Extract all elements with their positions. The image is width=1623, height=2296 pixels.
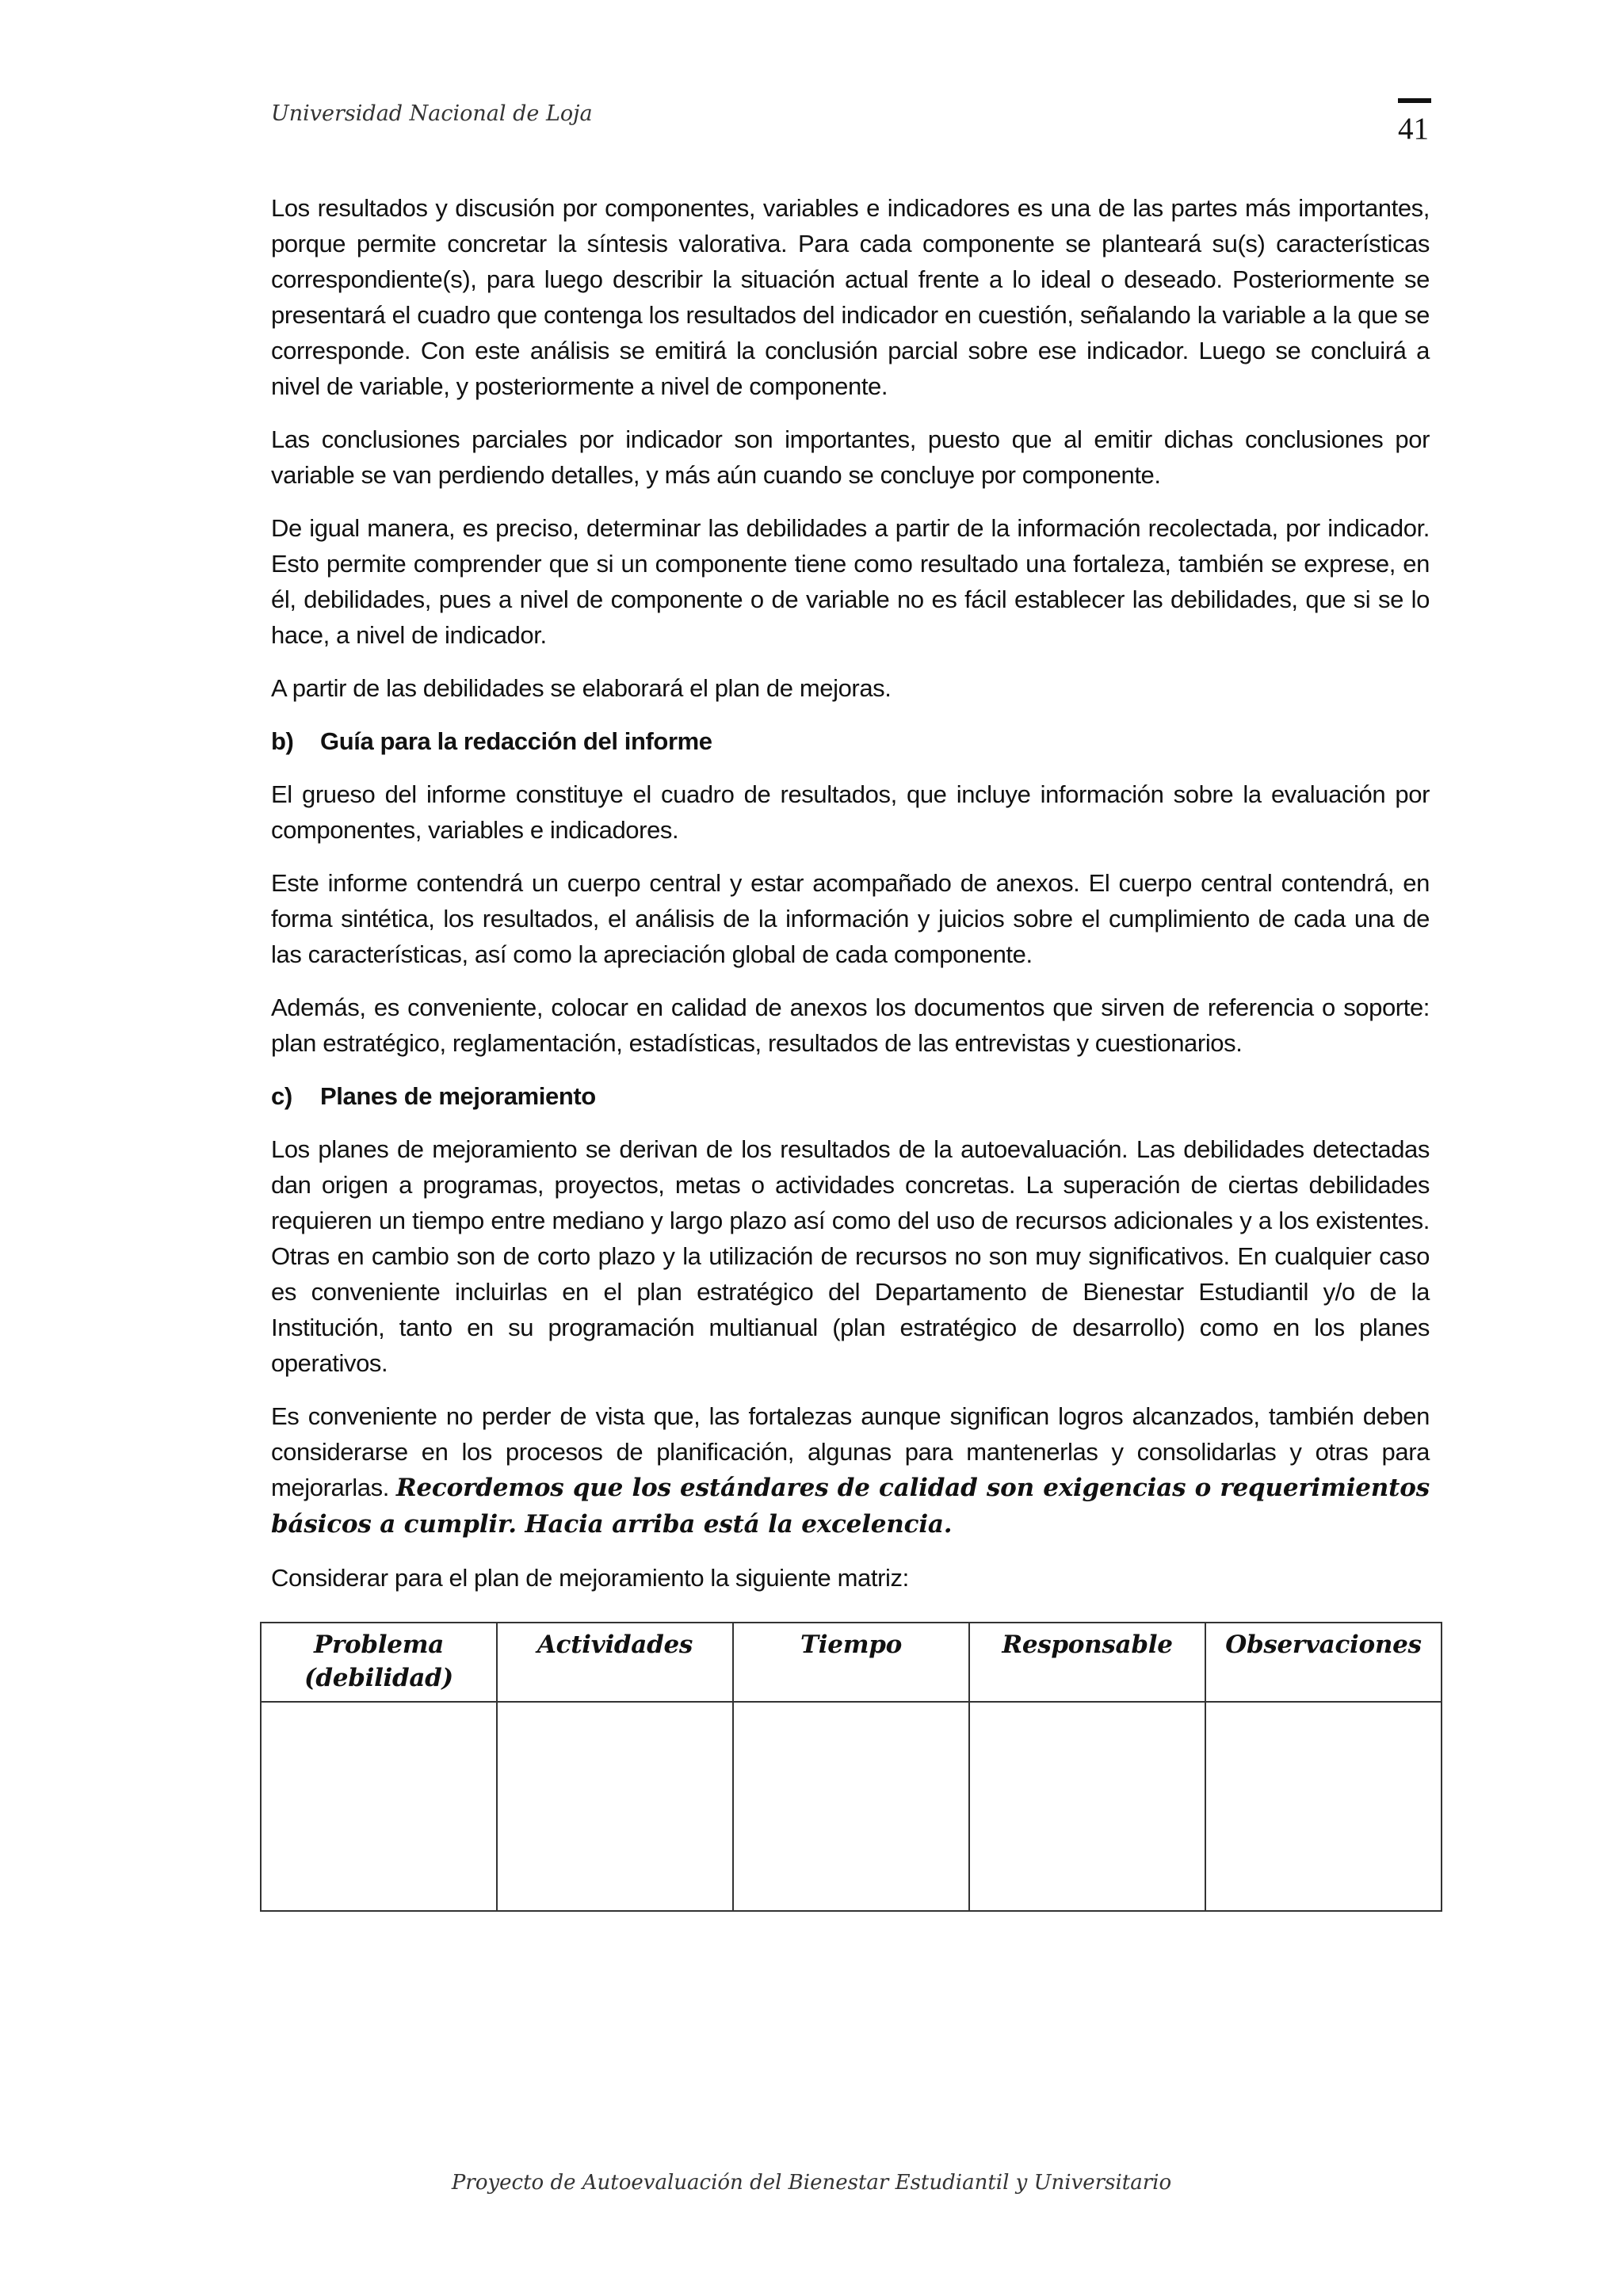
paragraph: Los planes de mejoramiento se derivan de los resultados de la autoevaluación. Las debilidades detectadas dan origen a programas, proyectos, metas o actividades concretas. La superación de ciertas debilidades requieren un tiempo entre mediano y largo plazo así como del uso de recursos adicionales y a los existentes. Otras en cambio son de corto plazo y la utilización de recursos no son muy significativos. En cualquier caso es conveniente incluirlas en el plan estratégico del Departamento de Bienestar Estudiantil y/o de la Institución, tanto en su programación multianual (plan estratégico de desarrollo) como en los planes operativos. [271, 1135, 1430, 1377]
table-cell [1205, 1702, 1442, 1911]
column-header-actividades: Actividades [497, 1623, 733, 1702]
section-title: Guía para la redacción del informe [320, 727, 712, 755]
paragraph: Las conclusiones parciales por indicador son importantes, puesto que al emitir dichas conclusiones por variable se van perdiendo detalles, y más aún cuando se concluye por componente. [271, 425, 1430, 489]
paragraph: Este informe contendrá un cuerpo central y estar acompañado de anexos. El cuerpo central contendrá, en forma sintética, los resultados, el análisis de la información y juicios sobre el cumplimiento de cada una de las características, así como la apreciación global de cada componente. [271, 869, 1430, 968]
column-header-responsable: Responsable [969, 1623, 1205, 1702]
paragraph: Los resultados y discusión por componentes, variables e indicadores es una de las partes más importantes, porque permite concretar la síntesis valorativa. Para cada componente se planteará su(s) características correspondiente(s), para luego describir la situación actual frente a lo ideal o deseado. Posteriormente se presentará el cuadro que contenga los resultados del indicador en cuestión, señalando la variable a la que se corresponde. Con este análisis se emitirá la conclusión parcial sobre ese indicador. Luego se concluirá a nivel de variable, y posteriormente a nivel de componente. [271, 194, 1430, 400]
paragraph: A partir de las debilidades se elaborará el plan de mejoras. [271, 674, 892, 702]
section-heading-c [271, 1078, 1430, 1114]
table-row [261, 1702, 1442, 1911]
paragraph: Además, es conveniente, colocar en calidad de anexos los documentos que sirven de referencia o soporte: plan estratégico, reglamentación, estadísticas, resultados de las entrevistas y cuestionarios. [271, 994, 1430, 1057]
improvement-matrix-table [260, 1622, 1442, 1912]
page-footer: Proyecto de Autoevaluación del Bienestar Estudiantil y Universitario [451, 2171, 1172, 2195]
paragraph: El grueso del informe constituye el cuadro de resultados, que incluye información sobre la evaluación por componentes, variables e indicadores. [271, 780, 1430, 844]
header-rule [1398, 98, 1431, 103]
section-letter: c) [271, 1082, 292, 1110]
emphasized-text: Recordemos que los estándares de calidad son exigencias o requerimientos básicos a cumplir. Hacia arriba está la excelencia. [271, 1474, 1430, 1539]
table-header-row [261, 1623, 1442, 1702]
document-body [271, 190, 1430, 1613]
table-cell [969, 1702, 1205, 1911]
paragraph-text: Es conveniente no perder de vista que, las fortalezas aunque significan logros alcanzados, también deben considerarse en los procesos de planificación, algunas para mantenerlas y consolidarlas y otras para mejorarlas. [271, 1402, 1430, 1501]
table-cell [261, 1702, 497, 1911]
paragraph: Considerar para el plan de mejoramiento la siguiente matriz: [271, 1564, 909, 1592]
table-cell [733, 1702, 969, 1911]
section-title: Planes de mejoramiento [320, 1082, 596, 1110]
column-header-tiempo: Tiempo [733, 1623, 969, 1702]
section-letter: b) [271, 727, 294, 755]
table-cell [497, 1702, 733, 1911]
paragraph: De igual manera, es preciso, determinar las debilidades a partir de la información recolectada, por indicador. Esto permite comprender que si un componente tiene como resultado una fortaleza, también se exprese, en él, debilidades, pues a nivel de componente o de variable no es fácil establecer las debilidades, que si se lo hace, a nivel de indicador. [271, 514, 1430, 649]
header-institution: Universidad Nacional de Loja [271, 101, 593, 126]
column-header-problema: Problema (debilidad) [261, 1623, 497, 1702]
page-number: 41 [1398, 112, 1429, 146]
section-heading-b [271, 723, 1430, 759]
paragraph [271, 1398, 1430, 1543]
column-header-observaciones: Observaciones [1205, 1623, 1442, 1702]
